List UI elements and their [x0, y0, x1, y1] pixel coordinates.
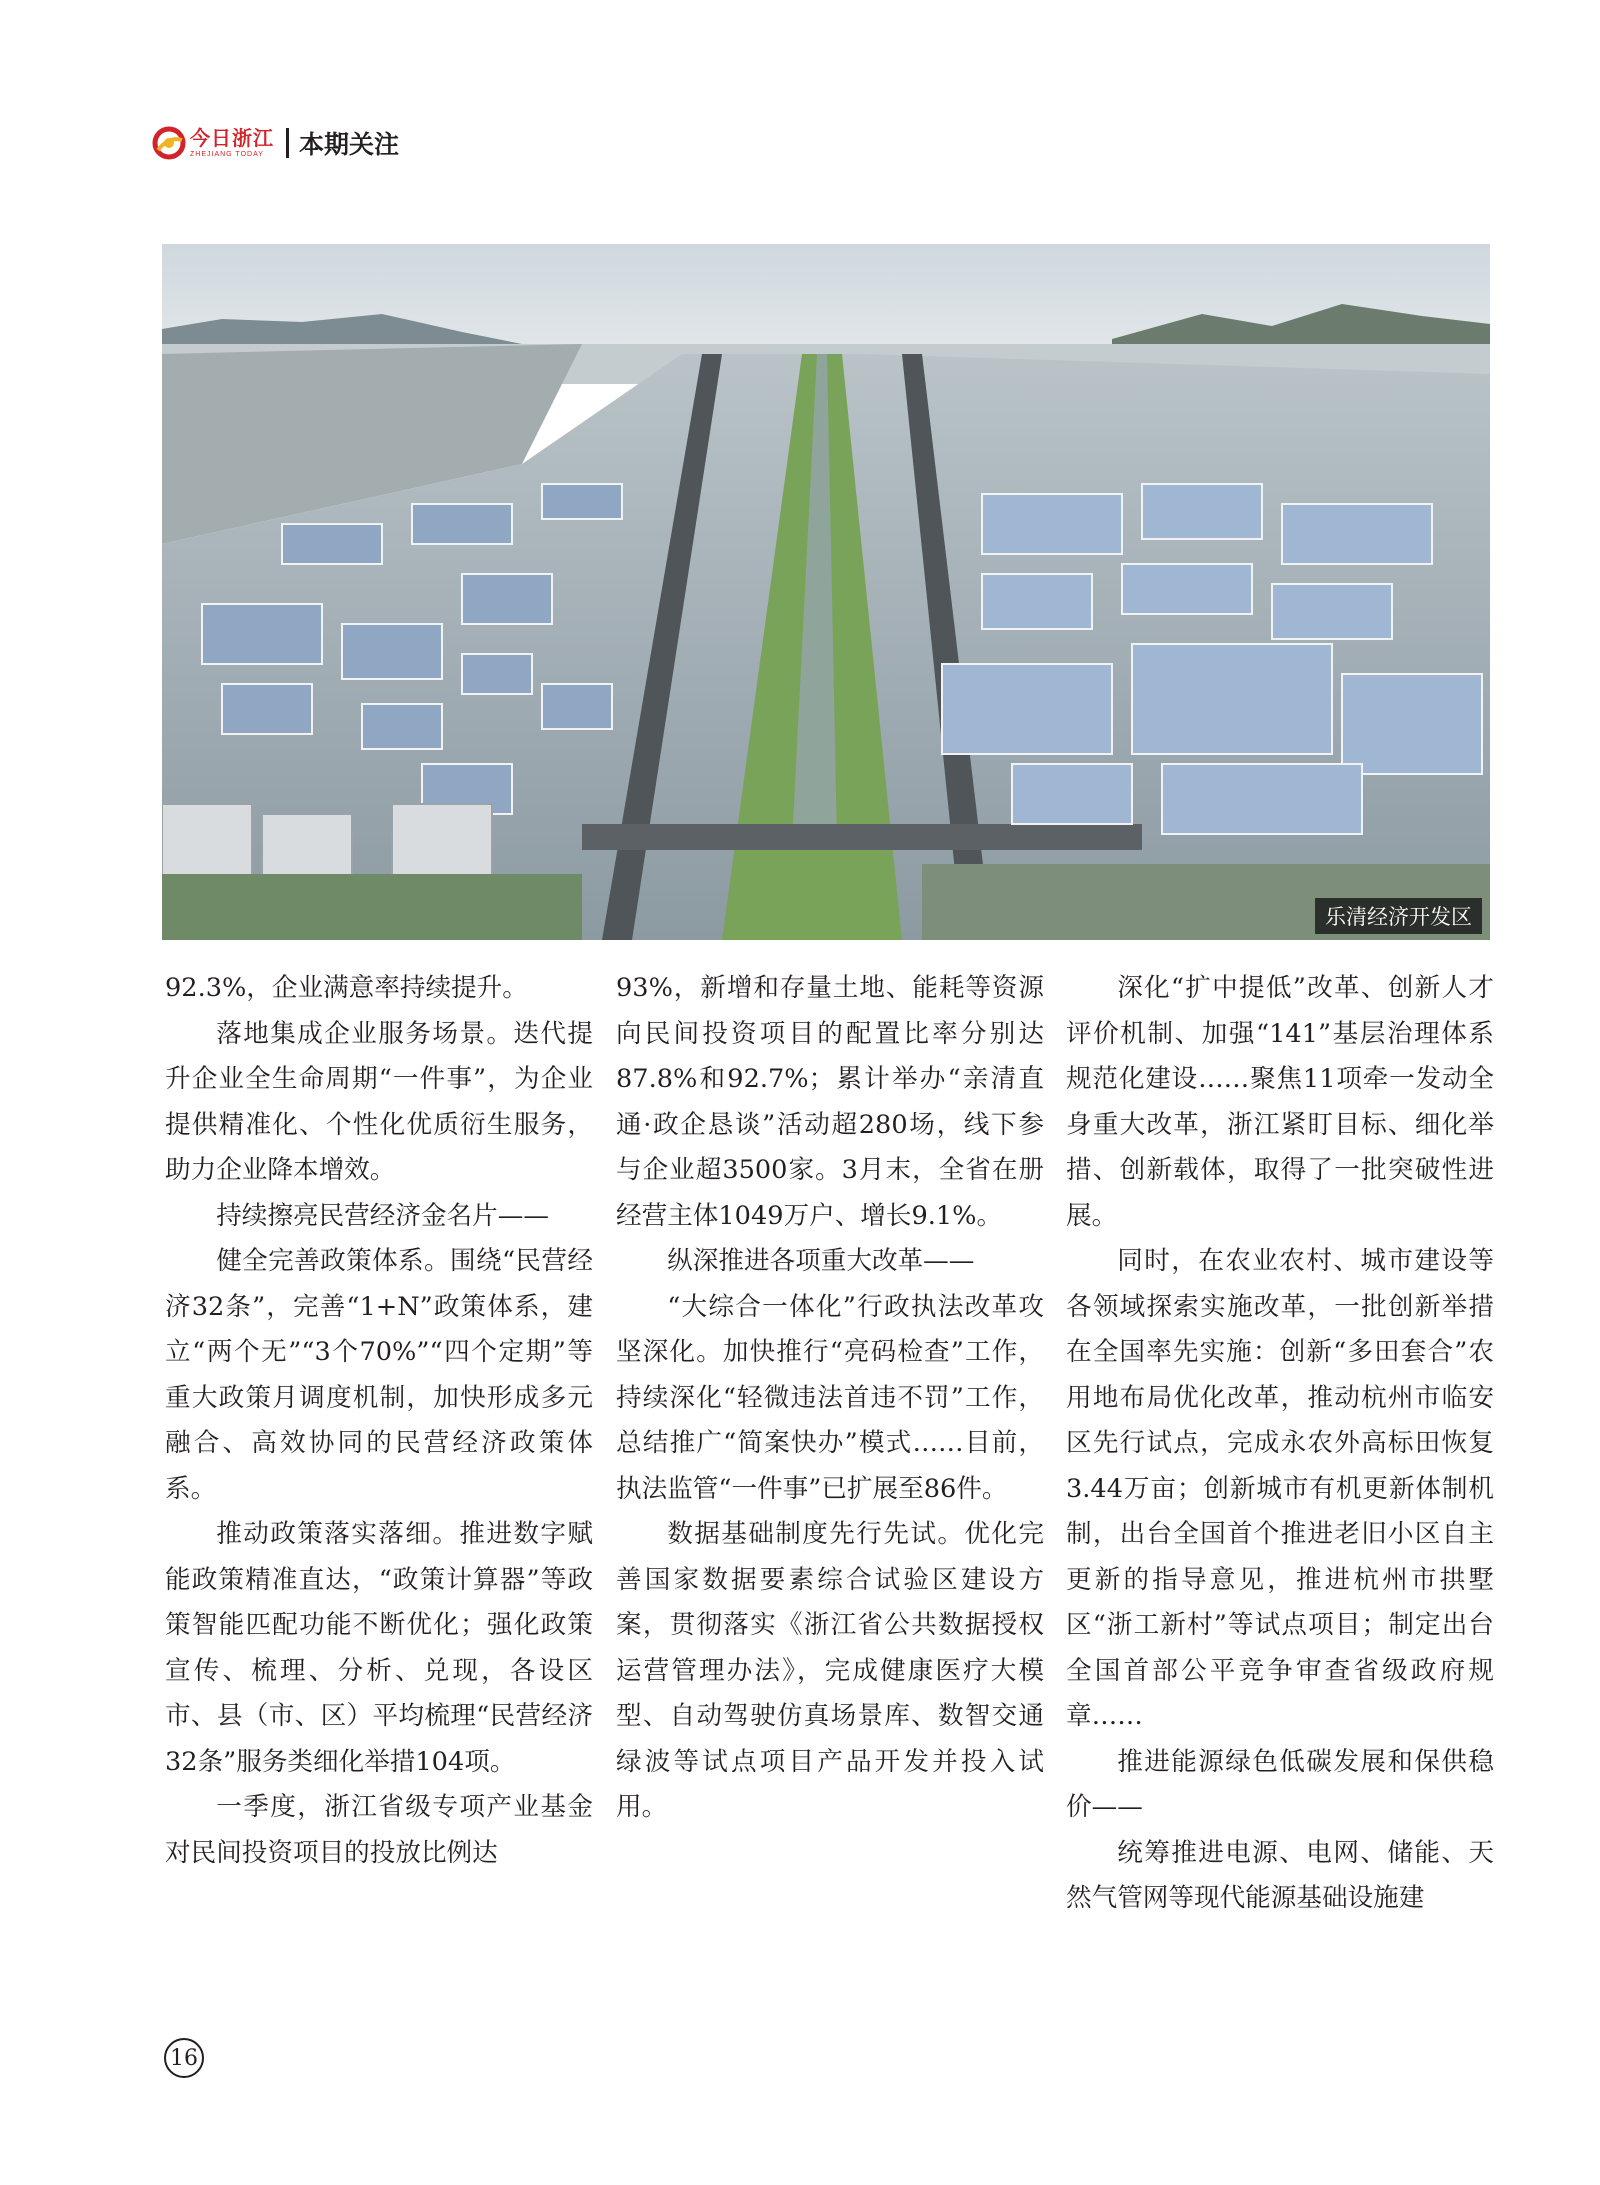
- logo-wordmark: [190, 128, 274, 158]
- paragraph: 深化“扩中提低”改革、创新人才评价机制、加强“141”基层治理体系规范化建设……聚焦11项牵一发动全身重大改革，浙江紧盯目标、细化举措、创新载体，取得了一批突破性进展。: [1066, 973, 1494, 1231]
- aerial-photo: [162, 244, 1490, 940]
- paragraph: 统筹推进电源、电网、储能、天然气管网等现代能源基础设施建: [1066, 1837, 1494, 1913]
- page-number: 16: [164, 2038, 204, 2078]
- paragraph: 93%，新增和存量土地、能耗等资源向民间投资项目的配置比率分别达87.8%和92.7%；累计举办“亲清直通·政企恳谈”活动超280场，线下参与企业超3500家。3月末，全省在册经营主体1049万户、增长9.1%。: [616, 973, 1044, 1231]
- text-column-1: [165, 966, 593, 1876]
- subheading: 纵深推进各项重大改革——: [667, 1246, 975, 1276]
- subheading: 持续擦亮民营经济金名片——: [216, 1200, 549, 1231]
- text-column-3: [1066, 966, 1494, 1922]
- paragraph: 落地集成企业服务场景。迭代提升企业全生命周期“一件事”，为企业提供精准化、个性化优质衍生服务，助力企业降本增效。: [165, 1018, 593, 1185]
- subheading: 推进能源绿色低碳发展和保供稳价——: [1066, 1746, 1494, 1822]
- paragraph: 同时，在农业农村、城市建设等各领域探索实施改革，一批创新举措在全国率先实施：创新“多田套合”农用地布局优化改革，推动杭州市临安区先行试点，完成永农外高标田恢复3.44万亩；创新城市有机更新体制机制，出台全国首个推进老旧小区自主更新的指导意见，推进杭州市拱墅区“浙工新村”等试点项目；制定出台全国首部公平竞争审查省级政府规章……: [1066, 1246, 1494, 1731]
- logo-chinese: 今日浙江: [190, 126, 274, 150]
- paragraph: 健全完善政策体系。围绕“民营经济32条”，完善“1+N”政策体系，建立“两个无”“3个70%”“四个定期”等重大政策月调度机制，加快形成多元融合、高效协同的民营经济政策体系。: [165, 1246, 593, 1504]
- paragraph: 推动政策落实落细。推进数字赋能政策精准直达，“政策计算器”等政策智能匹配功能不断优化；强化政策宣传、梳理、分析、兑现，各设区市、县（市、区）平均梳理“民营经济32条”服务类细化举措104项。: [165, 1519, 593, 1777]
- page-header: [152, 118, 399, 168]
- photo-caption: 乐清经济开发区: [1315, 898, 1482, 934]
- logo-english: ZHEJIANG TODAY: [190, 151, 264, 158]
- aerial-city-illustration: [162, 244, 1490, 940]
- text-column-2: [616, 966, 1044, 1831]
- zhejiang-today-logo-icon: [152, 126, 186, 160]
- paragraph: “大综合一体化”行政执法改革攻坚深化。加快推行“亮码检查”工作，持续深化“轻微违法首违不罚”工作，总结推广“简案快办”模式……目前，执法监管“一件事”已扩展至86件。: [616, 1291, 1044, 1504]
- section-title: 本期关注: [299, 130, 400, 159]
- paragraph: 92.3%，企业满意率持续提升。: [165, 973, 528, 1003]
- header-divider: [286, 128, 289, 158]
- paragraph: 一季度，浙江省级专项产业基金对民间投资项目的投放比例达: [165, 1792, 593, 1868]
- paragraph: 数据基础制度先行先试。优化完善国家数据要素综合试验区建设方案，贯彻落实《浙江省公共数据授权运营管理办法》，完成健康医疗大模型、自动驾驶仿真场景库、数智交通绿波等试点项目产品开发并投入试用。: [616, 1519, 1044, 1822]
